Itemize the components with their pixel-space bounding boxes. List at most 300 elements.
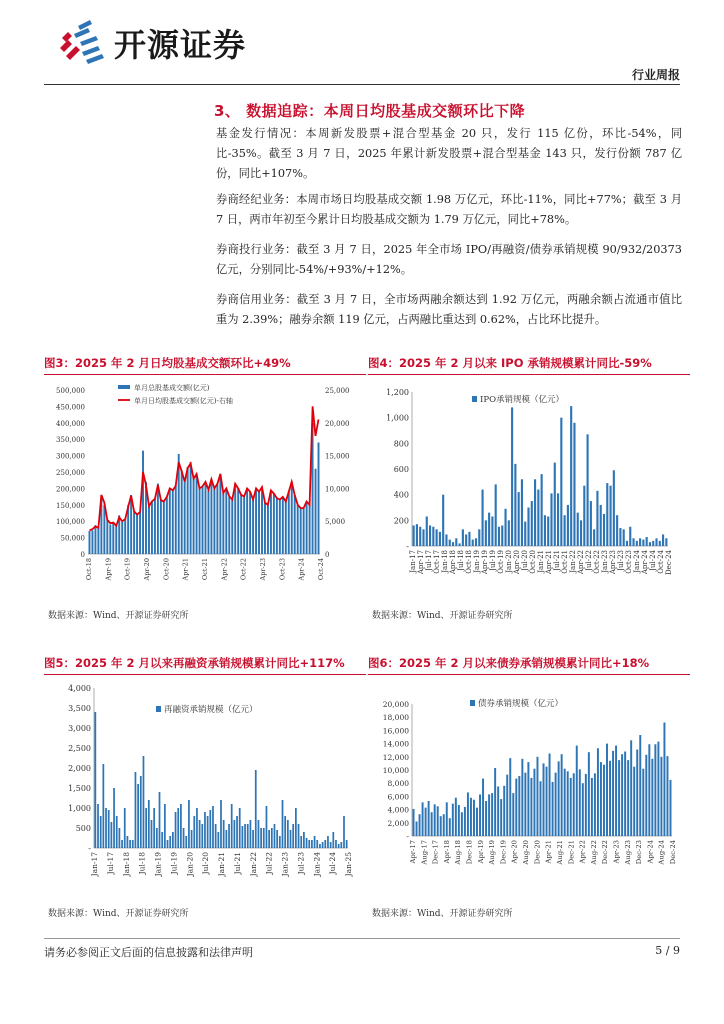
bar [576,746,578,836]
page-number: 5 / 9 [655,944,680,957]
bar [491,516,493,546]
bar [458,805,460,836]
x-tick-label: Dec-23 [635,840,644,865]
bar [220,800,222,848]
bar [432,527,434,546]
bar [476,808,478,836]
x-tick-label: Apr-21 [181,558,190,581]
bar [201,824,203,848]
bar [606,483,608,546]
bar [491,793,493,836]
x-tick-label: Jan-23 [601,550,609,573]
bar [426,516,428,546]
x-tick-label: Jul-17 [425,550,433,571]
figure-divider [368,374,690,375]
bar [587,434,589,546]
x-tick-label: Jan-18 [441,550,449,573]
legend-swatch [470,700,475,706]
bar [515,779,517,836]
bar [648,744,650,836]
x-tick-label: Apr-23 [609,550,617,575]
bar [121,522,123,554]
bar [606,744,608,836]
bar [243,497,245,554]
x-tick-label: Apr-18 [449,550,457,575]
bar [346,840,348,848]
bar [452,542,454,546]
bar [449,818,451,836]
bar [527,508,529,547]
legend-label: 单月日均股基成交额(亿元)-右轴 [134,397,233,405]
bar [652,541,654,546]
bar [425,808,427,836]
bar [636,541,638,546]
bar [285,502,287,554]
bar [524,773,526,836]
bar [449,540,451,546]
bar [187,467,189,554]
x-tick-label: Jul-23 [296,852,306,875]
bar [462,529,464,546]
bar [636,750,638,836]
bar [306,838,308,848]
bar [593,529,595,546]
bar [600,762,602,836]
x-tick-label: Jan-17 [409,550,417,573]
bar [527,762,529,836]
bar [322,842,324,848]
bar [148,800,150,848]
bar [646,537,648,546]
bar [485,801,487,836]
bar [626,541,628,546]
x-tick-label: Jul-22 [264,852,274,875]
bar [540,781,542,836]
x-tick-label: Oct-22 [593,550,601,574]
bar [619,528,621,546]
bar [205,482,207,554]
x-tick-label: Apr-18 [442,840,451,864]
bar [422,529,424,546]
bar [428,801,430,836]
chart-turnover [44,378,366,600]
y-tick-label: 2,000 [68,764,91,773]
bar [225,830,227,848]
page-header [0,0,724,80]
x-tick-label: Jul-24 [328,852,338,875]
y-tick-label: 3,000 [68,724,91,733]
bar [193,816,195,848]
bar [136,515,138,554]
bar [109,524,111,554]
bar [521,759,523,836]
report-type-tag: 行业周报 [631,68,680,82]
y-tick-label: 600 [393,465,409,474]
bar [616,515,618,546]
bar [600,505,602,546]
y-tick-label: 8,000 [387,779,409,789]
bar [639,735,641,836]
bar [108,810,110,848]
y-tick-label: 4,000 [68,684,91,693]
bar [207,490,209,554]
bar [318,442,320,554]
bar [506,775,508,836]
x-tick-label: Apr-23 [612,840,621,864]
x-tick-label: Oct-20 [529,550,537,574]
figure-divider [44,374,366,375]
x-tick-label: Jul-21 [232,852,242,875]
bar [590,501,592,546]
x-tick-label: Jan-18 [121,852,131,877]
bar [657,742,659,836]
bar [250,820,252,848]
bar [654,744,656,836]
bar [294,495,296,554]
bar [500,799,502,836]
logo-text: 开源证券 [114,26,247,64]
x-tick-label: Oct-23 [278,558,287,581]
bar [132,840,134,848]
figure-source: 数据来源：Wind、开源证券研究所 [372,611,513,621]
x-tick-label: Oct-24 [317,558,325,581]
y-tick-label: - [88,844,91,853]
bar [627,760,629,836]
bar [196,474,198,554]
x-tick-label: Jul-17 [105,852,115,875]
bar [416,821,418,836]
bar [651,759,653,836]
bar [225,488,227,554]
bar [521,479,523,546]
bar [544,515,546,546]
x-tick-label: Aug-19 [488,840,497,865]
bar [446,802,448,836]
figure-title: 图6：2025 年 2 月以来债券承销规模累计同比+18% [368,656,650,670]
bar [202,487,204,554]
x-tick-label: Aug-24 [657,840,666,865]
bar [518,776,520,836]
bar [139,512,141,554]
bar [239,808,241,848]
bar [419,814,421,836]
bar [512,793,514,836]
chart-refinancing [44,678,366,900]
bar [119,828,121,848]
bar [452,804,454,836]
bar [153,808,155,848]
bar [555,773,557,836]
daily-average-line [90,406,319,530]
bar [663,722,665,836]
bar [137,784,139,848]
bar [292,824,294,848]
x-tick-label: Jan-20 [185,852,195,877]
x-tick-label: Jan-22 [569,550,577,573]
bar [228,497,230,554]
x-tick-label: Apr-22 [220,558,229,581]
figure-source: 数据来源：Wind、开源证券研究所 [48,909,189,919]
bar [573,773,575,836]
bar [215,824,217,848]
y-tick-label: 1,200 [386,388,409,397]
bar [303,508,305,554]
bar [567,771,569,836]
bar [504,509,506,546]
bar [579,769,581,836]
x-tick-label: Apr-21 [545,550,553,575]
x-tick-label: Oct-17 [433,550,441,574]
bar [135,772,137,848]
x-tick-label: Apr-24 [297,558,306,581]
bar [488,513,490,546]
bar [247,824,249,848]
x-tick-label: Apr-19 [476,840,485,864]
bar [552,782,554,836]
bar [468,532,470,546]
bar [228,824,230,848]
bar [567,505,569,546]
bar [316,840,318,848]
bar [577,513,579,546]
y-left-tick-label: 50,000 [60,534,85,543]
x-tick-label: Jan-24 [312,852,322,877]
y-tick-label: 2,000 [387,818,409,828]
bar [161,832,163,848]
paragraph-investment-banking: 券商投行业务：截至 3 月 7 日，2025 年全市场 IPO/再融资/债券承销规模 90/932/20373 亿元，分别同比-54%/+93%/+12%。 [216,243,682,276]
x-tick-label: Oct-19 [497,550,505,574]
y-right-tick-label: 5,000 [325,518,346,527]
x-tick-label: Jul-20 [201,852,211,875]
bar [615,746,617,836]
figure-divider [44,674,366,675]
bar [330,842,332,848]
x-tick-label: Apr-20 [143,558,151,581]
bar [550,493,552,546]
x-tick-label: Jul-23 [617,550,625,571]
x-tick-label: Jan-22 [248,852,258,877]
x-tick-label: Jan-19 [473,550,481,573]
y-left-tick-label: 250,000 [56,469,85,477]
bar [473,800,475,836]
bar [662,534,664,546]
bar [164,804,166,848]
x-tick-label: Jan-21 [537,550,545,573]
bar [242,826,244,848]
bar [156,828,158,848]
bar [623,529,625,546]
figure-source: 数据来源：Wind、开源证券研究所 [372,909,513,919]
bar [252,500,254,554]
x-tick-label: Aug-22 [589,840,598,865]
bar [94,712,96,848]
bar [282,800,284,848]
y-left-tick-label: 0 [80,551,85,559]
x-tick-label: Jan-23 [280,852,290,877]
bar [629,527,631,546]
x-tick-label: Jul-24 [649,550,657,571]
bar [143,756,145,848]
figure-source: 数据来源：Wind、开源证券研究所 [48,611,189,621]
bar [442,495,444,546]
bar [175,812,177,848]
bar [613,470,615,546]
bar [298,824,300,848]
x-tick-label: Apr-24 [646,840,655,864]
bar [172,832,174,848]
bar [570,778,572,836]
bar [116,816,118,848]
bar [445,534,447,546]
bar [660,757,662,836]
bar [633,767,635,836]
x-tick-label: Apr-17 [409,840,417,864]
x-tick-label: Apr-22 [578,840,587,864]
x-tick-label: Apr-20 [510,840,519,864]
bar [267,505,269,554]
bar [151,820,153,848]
x-tick-label: Jan-25 [344,852,353,877]
bar [314,836,316,848]
bar [311,840,313,848]
bar [642,540,644,546]
y-tick-label: 3,500 [68,704,91,713]
paragraph-brokerage: 券商经纪业务：本周市场日均股基成交额 1.98 万亿元，环比-11%，同比+77%；截至 3 月 7 日，两市年初至今累计日均股基成交额为 1.79 万亿元，同比+78%。 [216,193,682,226]
bar [609,486,611,546]
legend-label: 再融资承销规模（亿元） [164,705,258,715]
bar [343,816,345,848]
x-tick-label: Jul-19 [489,550,497,571]
y-right-tick-label: 0 [325,551,330,559]
bar [464,807,466,836]
bar [210,479,212,554]
bar [276,498,278,554]
bar [207,816,209,848]
bar [199,488,201,554]
bar [494,768,496,836]
bar [169,488,171,554]
bar [645,755,647,836]
y-left-tick-label: 500,000 [56,387,85,395]
bar [188,800,190,848]
bar [536,757,538,836]
x-tick-label: Dec-20 [533,840,542,865]
bar [124,808,126,848]
bar [511,407,513,546]
y-tick-label: 1,500 [68,784,91,793]
chart-bond [368,678,680,900]
bar [534,479,536,546]
bar [624,752,626,836]
x-tick-label: Oct-22 [239,558,248,581]
x-tick-label: Apr-23 [259,558,267,581]
bar [284,816,286,848]
footer-disclaimer: 请务必参阅正文后面的信息披露和法律声明 [44,946,253,959]
bar [632,538,634,546]
bar [263,828,265,848]
bar [537,490,539,546]
bar [231,804,233,848]
bar [514,464,516,546]
legend-label: 债券承销规模（亿元） [478,699,564,709]
bar [159,792,161,848]
bar [416,524,418,546]
bar [127,836,129,848]
y-tick-label: 4,000 [387,805,409,815]
bar [237,488,239,554]
bar [558,761,560,836]
bar [303,832,305,848]
bar [115,526,117,554]
bar [145,808,147,848]
bar [290,830,292,848]
bar [255,488,257,554]
bar [443,814,445,836]
legend-swatch [118,385,130,389]
x-tick-label: Jul-19 [169,852,179,875]
bar [261,487,263,554]
bar [582,783,584,836]
bar [585,774,587,836]
bar [440,816,442,836]
bar [596,491,598,546]
y-right-tick-label: 15,000 [325,452,350,461]
bar [105,808,107,848]
bar [309,505,311,554]
bar [332,832,334,848]
bar [530,778,532,836]
bar [236,816,238,848]
y-tick-label: 6,000 [387,792,409,802]
bar [240,495,242,554]
bar [234,483,236,554]
bar [588,752,590,836]
bar [133,511,135,554]
bar [279,500,281,554]
bar [288,492,290,554]
x-tick-label: Oct-18 [85,558,93,581]
bar [455,798,457,836]
x-tick-label: Dec-17 [431,840,440,865]
bar [209,810,211,848]
bar [181,470,183,554]
bar [340,842,342,848]
figure-6 [368,652,690,675]
bar [472,540,474,546]
bar [157,483,159,554]
bar [431,812,433,836]
y-right-tick-label: 20,000 [325,419,350,428]
bar [498,527,500,546]
y-tick-label: 500 [75,824,91,833]
bar [481,490,483,546]
y-tick-label: 1,000 [386,413,409,423]
x-tick-label: Jan-24 [633,550,641,573]
bar [217,832,219,848]
bar [327,836,329,848]
bar [501,525,503,546]
bar [111,822,113,848]
x-tick-label: Aug-18 [454,840,463,865]
bar [503,786,505,836]
x-tick-label: Apr-19 [104,558,113,581]
bar [219,474,221,554]
y-right-tick-label: 10,000 [325,485,350,494]
bar [274,824,276,848]
bar [306,502,308,554]
bar [113,788,115,848]
bar [543,763,545,836]
